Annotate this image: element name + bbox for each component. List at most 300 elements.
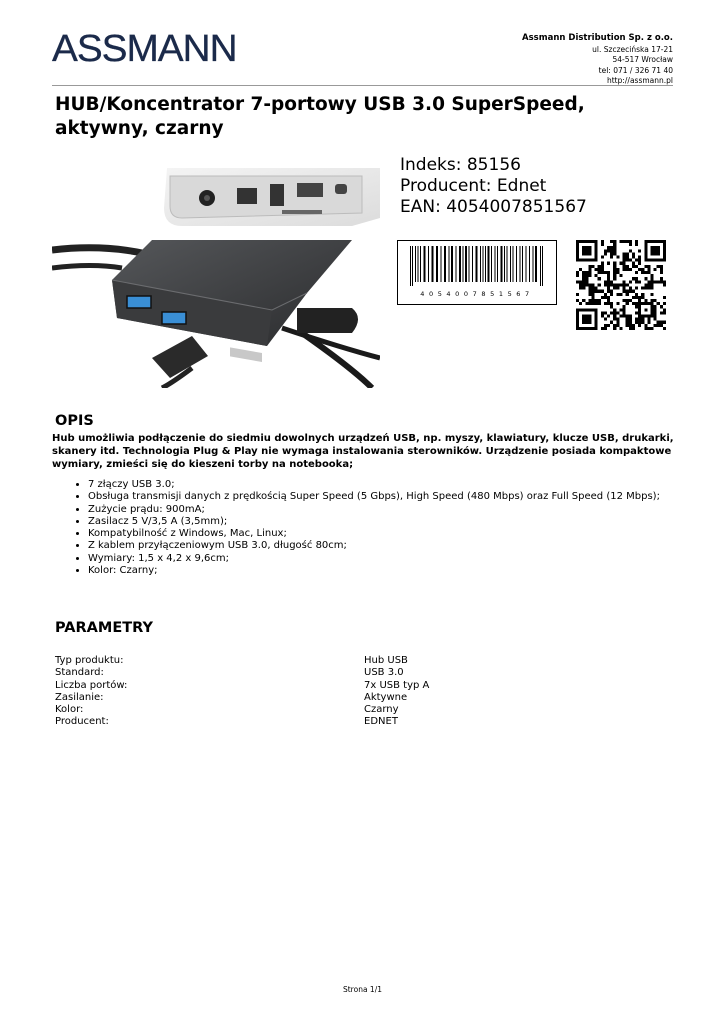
qr-module [650,280,653,283]
product-producer: Producent: Ednet [400,176,547,196]
barcode-bar [428,246,429,282]
param-key: Liczba portów: [55,679,128,691]
qr-module [595,268,598,271]
qr-module [588,274,591,277]
qr-module [607,262,610,265]
section-heading-opis: OPIS [55,413,94,429]
qr-module [632,265,635,268]
qr-module [579,287,582,290]
qr-module [610,256,613,259]
company-address-street: ul. Szczecińska 17-21 [592,44,673,54]
qr-module [663,321,666,324]
qr-module [619,308,622,311]
qr-module [638,256,641,259]
qr-module [635,321,638,324]
barcode-bar [412,246,413,286]
qr-module [629,327,632,330]
qr-module [623,305,626,308]
list-item: • Obsługa transmisji danych z prędkością Super Speed (5 Gbps), High Speed (480 Mbps) oraz Full Speed (12 Mbps); [88,491,660,503]
qr-module [610,240,613,243]
qr-module [650,277,653,280]
qr-module [613,271,616,274]
qr-module [607,249,610,252]
qr-module [585,271,588,274]
qr-module [585,274,588,277]
qr-module [632,302,635,305]
qr-module [588,290,591,293]
qr-module [613,249,616,252]
qr-module [644,283,647,286]
qr-module [592,293,595,296]
qr-module [613,283,616,286]
qr-module [641,318,644,321]
qr-module [613,265,616,268]
qr-module [660,265,663,268]
qr-module [610,290,613,293]
list-item: • Zużycie prądu: 900mA; [88,504,660,516]
qr-module [607,296,610,299]
qr-module [641,321,644,324]
qr-module [616,321,619,324]
barcode-bar [533,246,534,282]
qr-module [595,287,598,290]
qr-module [607,283,610,286]
qr-module [601,327,604,330]
company-name: Assmann Distribution Sp. z o.o. [522,33,673,43]
qr-module [601,256,604,259]
qr-module [626,290,629,293]
qr-module [613,314,616,317]
product-index: Indeks: 85156 [400,155,521,175]
qr-module [647,271,650,274]
qr-module [629,268,632,271]
qr-module [629,243,632,246]
qr-module [654,314,657,317]
qr-module [582,283,585,286]
qr-module [623,268,626,271]
qr-module [650,274,653,277]
qr-module [632,262,635,265]
qr-module [644,308,647,311]
company-website[interactable]: http://assmann.pl [606,76,673,85]
qr-module [644,299,647,302]
barcode-bar [485,246,486,282]
qr-module [623,283,626,286]
qr-module [638,262,641,265]
qr-module [657,280,660,283]
qr-module [598,271,601,274]
qr-module [604,280,607,283]
qr-module [632,327,635,330]
qr-module [660,311,663,314]
qr-module [623,280,626,283]
table-row [55,692,505,704]
page-number: Strona 1/1 [342,985,382,994]
barcode-bar [436,246,438,282]
qr-module [632,277,635,280]
qr-module [623,262,626,265]
param-key: Typ produktu: [55,655,124,666]
qr-module [616,318,619,321]
qr-module [641,293,644,296]
qr-module [623,311,626,314]
qr-module [619,262,622,265]
qr-module [635,243,638,246]
qr-module [582,314,591,323]
barcode-bar [449,246,450,282]
barcode-bar [476,246,478,282]
param-key: Producent: [55,716,109,728]
qr-module [629,299,632,302]
qr-module [638,299,641,302]
list-item: • Wymiary: 1,5 x 4,2 x 9,6cm; [88,553,660,565]
param-value: EDNET [364,716,398,728]
qr-module [663,327,666,330]
qr-module [650,246,659,255]
qr-module [650,283,653,286]
qr-module [576,280,579,283]
qr-module [647,287,650,290]
qr-module [613,268,616,271]
header-divider [52,85,673,86]
qr-module [601,243,604,246]
qr-module [635,318,638,321]
qr-module [607,314,610,317]
qr-module [601,290,604,293]
barcode-bar [415,246,416,282]
qr-module [626,283,629,286]
qr-module [585,277,588,280]
qr-module [647,283,650,286]
qr-module [607,280,610,283]
qr-module [629,318,632,321]
qr-module [595,299,598,302]
qr-module [635,287,638,290]
qr-module [588,268,591,271]
qr-module [613,327,616,330]
assmann-logo: ASSMANN [52,28,237,70]
list-item: • Kolor: Czarny; [88,565,660,577]
barcode-digits: 4054007851567 [420,290,534,298]
qr-module [579,283,582,286]
barcode-bar [420,246,421,282]
qr-module [626,293,629,296]
qr-module [623,252,626,255]
qr-module [629,287,632,290]
qr-module [660,280,663,283]
qr-module [604,311,607,314]
qr-module [644,324,647,327]
list-item: • Kompatybilność z Windows, Mac, Linux; [88,528,660,540]
qr-module [588,293,591,296]
qr-module [635,302,638,305]
qr-module [610,302,613,305]
qr-module [647,268,650,271]
qr-module [598,283,601,286]
qr-module [613,274,616,277]
qr-module [582,246,591,255]
qr-module [598,277,601,280]
qr-module [601,240,604,243]
qr-module [592,302,595,305]
barcode-bar [491,246,492,282]
qr-module [663,302,666,305]
qr-module [610,311,613,314]
qr-module [644,277,647,280]
qr-module [579,280,582,283]
qr-module [638,259,641,262]
qr-module [604,318,607,321]
qr-module [638,268,641,271]
qr-module [657,324,660,327]
qr-module [598,299,601,302]
list-item: • Zasilacz 5 V/3,5 A (3,5mm); [88,516,660,528]
qr-module [610,249,613,252]
table-row [55,680,505,692]
qr-module [601,262,604,265]
qr-module [635,240,638,243]
qr-module [635,280,638,283]
qr-module [588,302,591,305]
qr-module [604,283,607,286]
barcode-bar [522,246,523,282]
feature-list [73,479,660,577]
qr-module [601,314,604,317]
qr-module [585,302,588,305]
list-item: • Z kablem przyłączeniowym USB 3.0, długość 80cm; [88,540,660,552]
qr-module [623,314,626,317]
qr-module [663,280,666,283]
parameters-table [55,655,505,729]
qr-module [663,296,666,299]
qr-module [626,321,629,324]
qr-module [619,314,622,317]
qr-module [595,290,598,293]
qr-module [650,327,653,330]
qr-module [632,252,635,255]
barcode-bar [529,246,530,282]
barcode-bar [465,246,467,282]
barcode-bar [451,246,453,282]
qr-module [638,318,641,321]
qr-module [619,274,622,277]
barcode-bar [516,246,517,282]
qr-module [616,256,619,259]
qr-module [626,265,629,268]
param-value: Aktywne [364,691,408,703]
qr-module [647,280,650,283]
qr-module [616,287,619,290]
qr-module [610,305,613,308]
qr-module [654,311,657,314]
qr-module [576,293,579,296]
qr-module [635,311,638,314]
barcode-bar [488,246,490,282]
qr-module [616,311,619,314]
product-ean: EAN: 4054007851567 [400,197,587,217]
qr-module [654,299,657,302]
qr-module [588,283,591,286]
qr-module [629,249,632,252]
qr-module [610,252,613,255]
qr-module [610,293,613,296]
barcode-bar [463,246,464,282]
qr-module [638,249,641,252]
qr-module [613,277,616,280]
qr-module [592,296,595,299]
qr-module [632,296,635,299]
qr-module [619,240,622,243]
qr-module [623,240,626,243]
qr-module [582,271,585,274]
qr-module [582,277,585,280]
qr-module [647,327,650,330]
qr-module [629,324,632,327]
company-info [522,33,673,87]
table-row [55,716,505,728]
param-value: USB 3.0 [364,667,404,679]
qr-module [610,246,613,249]
barcode-bar [456,246,457,282]
qr-module [644,287,647,290]
barcode-bar [424,246,426,282]
barcode-bar [441,246,442,282]
qr-module [613,246,616,249]
qr-module [607,287,610,290]
barcode-bar [410,246,411,286]
param-key: Standard: [55,667,104,679]
qr-module [607,299,610,302]
qr-module [613,324,616,327]
qr-module [616,324,619,327]
qr-module [579,268,582,271]
qr-module [647,265,650,268]
qr-module [635,277,638,280]
qr-module [654,268,657,271]
qr-module [604,252,607,255]
qr-module [626,252,629,255]
qr-module [632,256,635,259]
barcode-bar [510,246,511,282]
barcode-bar [483,246,484,282]
qr-module [638,280,641,283]
qr-module [663,311,666,314]
qr-module [604,302,607,305]
qr-module [660,268,663,271]
qr-module [629,240,632,243]
qr-module [629,259,632,262]
qr-module [607,274,610,277]
qr-module [607,324,610,327]
qr-module [592,290,595,293]
qr-module [641,271,644,274]
qr-module [604,327,607,330]
qr-module [626,268,629,271]
qr-module [595,302,598,305]
qr-module [647,321,650,324]
qr-module [644,327,647,330]
qr-module [629,280,632,283]
param-value: 7x USB typ A [364,679,430,691]
qr-module [616,268,619,271]
qr-module [613,243,616,246]
qr-module [598,265,601,268]
barcode-bar [444,246,446,282]
barcode-bar [513,246,514,282]
qr-module [629,290,632,293]
qr-module [654,280,657,283]
qr-module [650,293,653,296]
qr-module [598,302,601,305]
qr-module [595,274,598,277]
qr-module [610,283,613,286]
qr-module [657,265,660,268]
qr-module [613,308,616,311]
qr-module [601,296,604,299]
qr-module [616,283,619,286]
company-address-city: 54-517 Wrocław [612,55,673,64]
qr-module [635,259,638,262]
barcode-bar [459,246,461,282]
qr-module [601,268,604,271]
qr-module [592,287,595,290]
qr-module [641,268,644,271]
qr-module [623,265,626,268]
qr-module [613,287,616,290]
table-row [55,655,505,667]
qr-module [654,308,657,311]
company-phone: tel: 071 / 326 71 40 [598,65,673,75]
product-title: HUB/Koncentrator 7-portowy USB 3.0 SuperSpeed, aktywny, czarny [55,94,585,139]
qr-module [626,259,629,262]
param-key: Zasilanie: [55,691,104,703]
list-item: • 7 złączy USB 3.0; [88,479,660,491]
qr-module [641,287,644,290]
barcode-bar [472,246,473,282]
qr-module [632,290,635,293]
product-photo [52,168,380,388]
qr-module [613,318,616,321]
qr-module [626,302,629,305]
qr-module [585,283,588,286]
qr-module [657,321,660,324]
qr-module [641,296,644,299]
qr-module [626,299,629,302]
qr-module [607,302,610,305]
qr-module [613,262,616,265]
qr-module [626,314,629,317]
qr-module [616,302,619,305]
qr-module [647,318,650,321]
qr-module [592,299,595,302]
qr-module [629,321,632,324]
barcode-bar [542,246,543,286]
qr-module [588,287,591,290]
qr-module [607,271,610,274]
qr-module [601,265,604,268]
param-value: Czarny [364,704,399,716]
qr-module [598,290,601,293]
qr-module [660,277,663,280]
qr-module [623,287,626,290]
qr-module [592,265,595,268]
barcode-bar [507,246,508,282]
qr-module [623,308,626,311]
qr-module [585,280,588,283]
table-row [55,667,505,679]
qr-module [588,265,591,268]
qr-module [623,259,626,262]
